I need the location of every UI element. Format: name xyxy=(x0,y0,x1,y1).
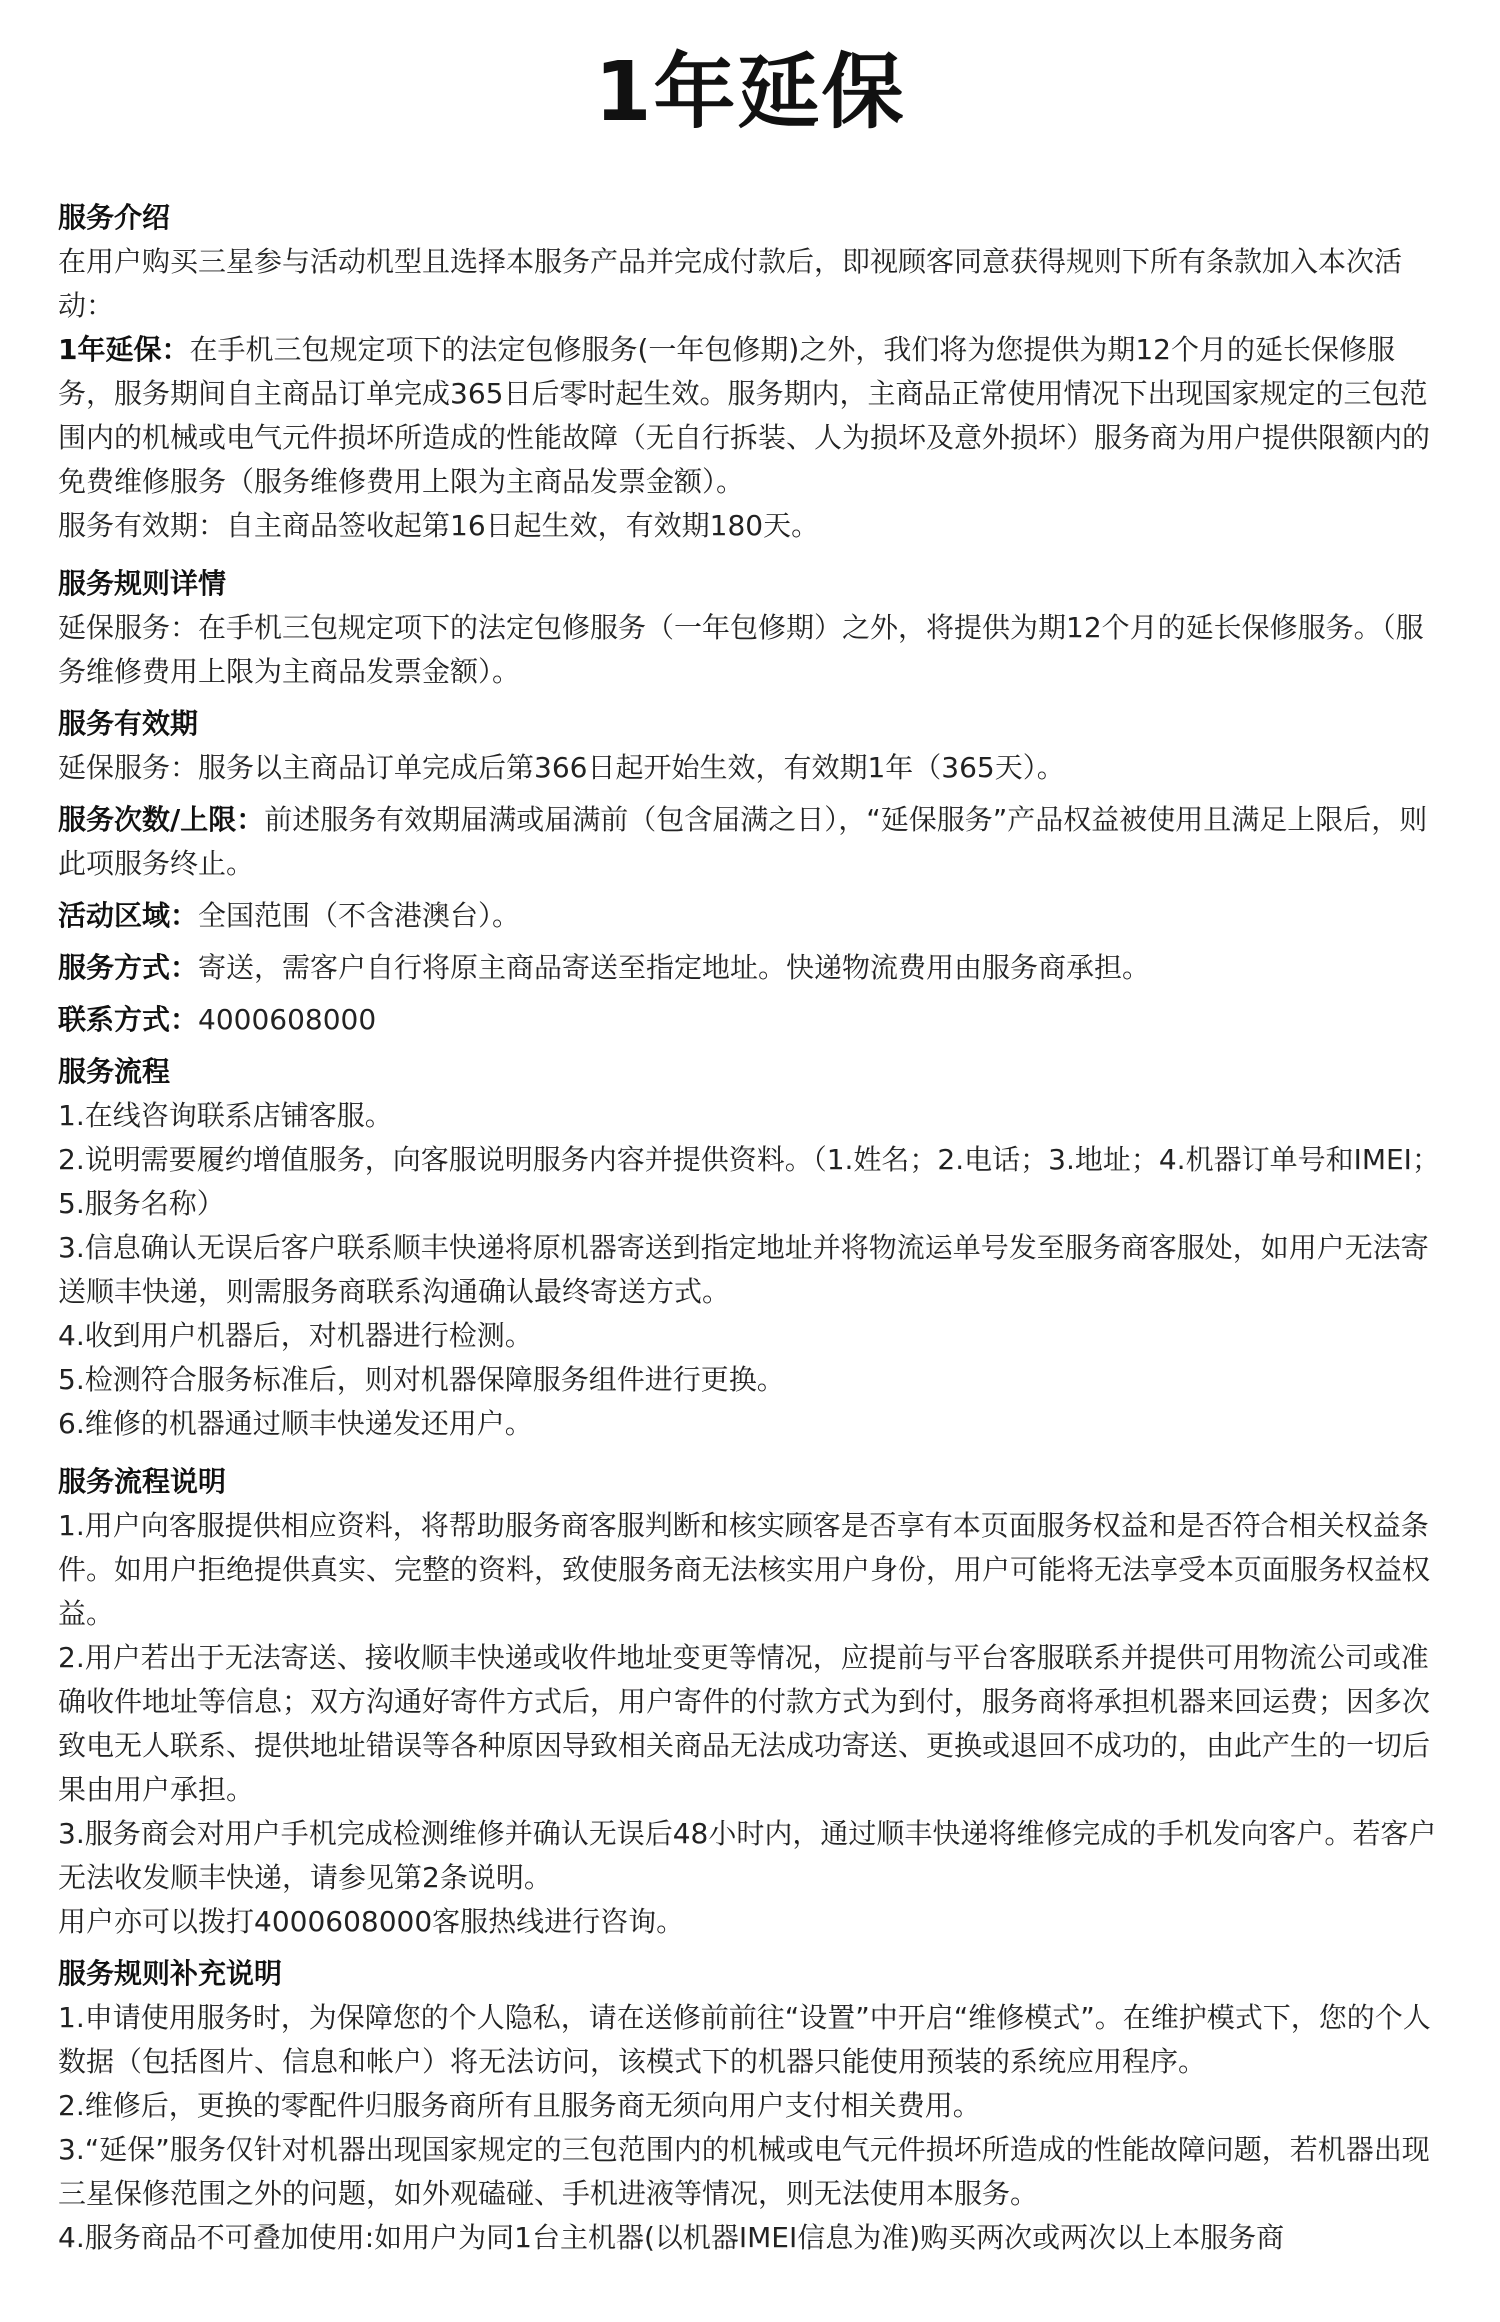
section-process xyxy=(58,1050,1448,1446)
section-heading: 服务流程 xyxy=(58,1055,171,1088)
list-item: 用户亦可以拨打4000608000客服热线进行咨询。 xyxy=(58,1905,685,1938)
inline-label: 联系方式： xyxy=(58,1003,199,1036)
service-count-line xyxy=(58,798,1448,886)
inline-text: 寄送，需客户自行将原主商品寄送至指定地址。快递物流费用由服务商承担。 xyxy=(198,951,1151,984)
paragraph: 延保服务：在手机三包规定项下的法定包修服务（一年包修期）之外，将提供为期12个月的延长保修服务。（服务维修费用上限为主商品发票金额）。 xyxy=(58,611,1424,688)
inline-label: 1年延保： xyxy=(58,333,190,366)
section-intro xyxy=(58,196,1448,548)
section-heading: 服务有效期 xyxy=(58,707,199,740)
list-item: 4.收到用户机器后，对机器进行检测。 xyxy=(58,1319,533,1352)
service-method-line xyxy=(58,946,1448,990)
inline-text: 在手机三包规定项下的法定包修服务(一年包修期)之外，我们将为您提供为期12个月的延长保修服务，服务期间自主商品订单完成365日后零时起生效。服务期内，主商品正常使用情况下出现国家规定的三包范围内的机械或电气元件损坏所造成的性能故障（无自行拆装、人为损坏及意外损坏）服务商为用户提供限额内的免费维修服务（服务维修费用上限为主商品发票金额）。 xyxy=(58,333,1431,498)
list-item: 3.“延保”服务仅针对机器出现国家规定的三包范围内的机械或电气元件损坏所造成的性能故障问题，若机器出现三星保修范围之外的问题，如外观磕碰、手机进液等情况，则无法使用本服务。 xyxy=(58,2133,1430,2210)
section-heading: 服务介绍 xyxy=(58,201,171,234)
section-heading: 服务规则详情 xyxy=(58,567,227,600)
contact-line xyxy=(58,998,1448,1042)
section-process-notes xyxy=(58,1460,1448,1944)
section-heading: 服务流程说明 xyxy=(58,1465,227,1498)
inline-label: 活动区域： xyxy=(58,899,199,932)
inline-text: 前述服务有效期届满或届满前（包含届满之日），“延保服务”产品权益被使用且满足上限后，则此项服务终止。 xyxy=(58,803,1428,880)
list-item: 2.说明需要履约增值服务，向客服说明服务内容并提供资料。（1.姓名；2.电话；3.地址；4.机器订单号和IMEI；5.服务名称） xyxy=(58,1143,1440,1220)
paragraph: 服务有效期：自主商品签收起第16日起生效，有效期180天。 xyxy=(58,509,820,542)
list-item: 1.用户向客服提供相应资料，将帮助服务商客服判断和核实顾客是否享有本页面服务权益和是否符合相关权益条件。如用户拒绝提供真实、完整的资料，致使服务商无法核实用户身份，用户可能将无法享受本页面服务权益权益。 xyxy=(58,1509,1431,1630)
section-supplement xyxy=(58,1952,1448,2260)
inline-label: 服务次数/上限： xyxy=(58,803,265,836)
list-item: 2.维修后，更换的零配件归服务商所有且服务商无须向用户支付相关费用。 xyxy=(58,2089,981,2122)
page-title: 1年延保 xyxy=(594,45,906,140)
inline-label: 服务方式： xyxy=(58,951,199,984)
list-item: 3.服务商会对用户手机完成检测维修并确认无误后48小时内，通过顺丰快递将维修完成的手机发向客户。若客户无法收发顺丰快递，请参见第2条说明。 xyxy=(58,1817,1437,1894)
section-heading: 服务规则补充说明 xyxy=(58,1957,283,1990)
list-item: 2.用户若出于无法寄送、接收顺丰快递或收件地址变更等情况，应提前与平台客服联系并提供可用物流公司或准确收件地址等信息；双方沟通好寄件方式后，用户寄件的付款方式为到付，服务商将承担机器来回运费；因多次致电无人联系、提供地址错误等各种原因导致相关商品无法成功寄送、更换或退回不成功的，由此产生的一切后果由用户承担。 xyxy=(58,1641,1431,1806)
service-area-line xyxy=(58,894,1448,938)
list-item: 3.信息确认无误后客户联系顺丰快递将原机器寄送到指定地址并将物流运单号发至服务商客服处，如用户无法寄送顺丰快递，则需服务商联系沟通确认最终寄送方式。 xyxy=(58,1231,1429,1308)
list-item: 6.维修的机器通过顺丰快递发还用户。 xyxy=(58,1407,533,1440)
document-body xyxy=(58,196,1448,2260)
list-item: 1.申请使用服务时，为保障您的个人隐私，请在送修前前往“设置”中开启“维修模式”。在维护模式下，您的个人数据（包括图片、信息和帐户）将无法访问，该模式下的机器只能使用预装的系统应用程序。 xyxy=(58,2001,1431,2078)
paragraph: 延保服务：服务以主商品订单完成后第366日起开始生效，有效期1年（365天）。 xyxy=(58,751,1065,784)
paragraph: 在用户购买三星参与活动机型且选择本服务产品并完成付款后，即视顾客同意获得规则下所有条款加入本次活动： xyxy=(58,245,1403,322)
section-rules xyxy=(58,562,1448,694)
list-item: 1.在线咨询联系店铺客服。 xyxy=(58,1099,393,1132)
inline-text: 全国范围（不含港澳台）。 xyxy=(198,899,521,932)
contact-phone: 4000608000 xyxy=(198,1003,377,1036)
section-validity xyxy=(58,702,1448,790)
list-item: 4.服务商品不可叠加使用:如用户为同1台主机器(以机器IMEI信息为准)购买两次或两次以上本服务商 xyxy=(58,2221,1285,2254)
paragraph xyxy=(58,328,1448,504)
list-item: 5.检测符合服务标准后，则对机器保障服务组件进行更换。 xyxy=(58,1363,785,1396)
